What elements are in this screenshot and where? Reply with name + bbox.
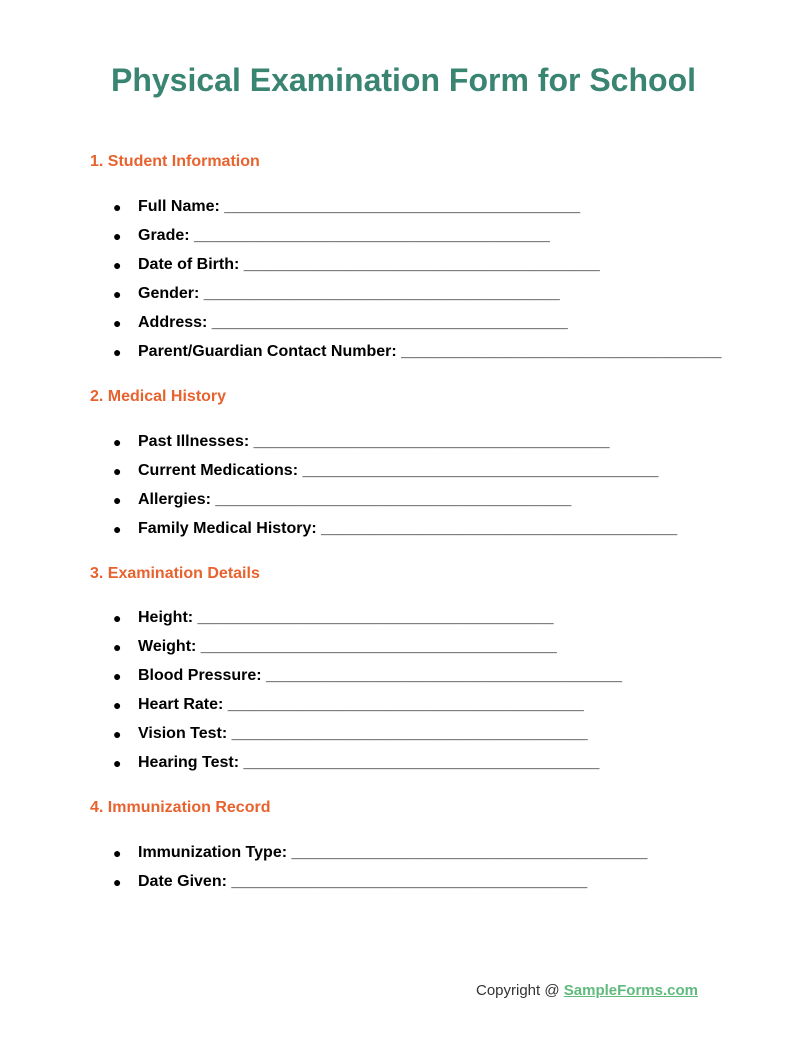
field-immunization-type[interactable]: Immunization Type: ________________________________________ xyxy=(138,844,648,861)
bullet-icon: ● xyxy=(113,286,122,302)
bullet-icon: ● xyxy=(113,668,122,684)
field-heart-rate[interactable]: Heart Rate: ________________________________________ xyxy=(138,696,584,713)
bullet-icon: ● xyxy=(113,434,122,450)
bullet-icon: ● xyxy=(113,228,122,244)
copyright-text: Copyright @ xyxy=(476,982,564,999)
list-item xyxy=(0,608,807,637)
field-hearing-test[interactable]: Hearing Test: ________________________________________ xyxy=(138,754,600,771)
bullet-icon: ● xyxy=(113,521,122,537)
copyright-footer xyxy=(476,981,698,1001)
section-heading-medical-history: 2. Medical History xyxy=(90,388,227,405)
bullet-icon: ● xyxy=(113,639,122,655)
bullet-icon: ● xyxy=(113,755,122,771)
bullet-icon: ● xyxy=(113,845,122,861)
field-date-of-birth[interactable]: Date of Birth: ________________________________________ xyxy=(138,256,600,273)
examination-details-list xyxy=(0,608,807,782)
list-item xyxy=(0,255,807,284)
section-heading-immunization-record: 4. Immunization Record xyxy=(90,799,271,816)
field-past-illnesses[interactable]: Past Illnesses: ________________________________________ xyxy=(138,433,610,450)
list-item xyxy=(0,342,807,371)
list-item xyxy=(0,313,807,342)
list-item xyxy=(0,519,807,548)
field-guardian-contact[interactable]: Parent/Guardian Contact Number: ____________________________________ xyxy=(138,343,722,360)
bullet-icon: ● xyxy=(113,315,122,331)
list-item xyxy=(0,753,807,782)
field-current-medications[interactable]: Current Medications: ________________________________________ xyxy=(138,462,659,479)
field-grade[interactable]: Grade: ________________________________________ xyxy=(138,227,550,244)
bullet-icon: ● xyxy=(113,257,122,273)
bullet-icon: ● xyxy=(113,610,122,626)
list-item xyxy=(0,695,807,724)
list-item xyxy=(0,432,807,461)
medical-history-list xyxy=(0,432,807,548)
field-family-medical-history[interactable]: Family Medical History: ________________________________________ xyxy=(138,520,678,537)
bullet-icon: ● xyxy=(113,874,122,890)
field-weight[interactable]: Weight: ________________________________________ xyxy=(138,638,557,655)
field-gender[interactable]: Gender: ________________________________________ xyxy=(138,285,560,302)
list-item xyxy=(0,724,807,753)
field-address[interactable]: Address: ________________________________________ xyxy=(138,314,568,331)
bullet-icon: ● xyxy=(113,726,122,742)
bullet-icon: ● xyxy=(113,492,122,508)
list-item xyxy=(0,872,807,901)
immunization-record-list xyxy=(0,843,807,901)
list-item xyxy=(0,490,807,519)
list-item xyxy=(0,637,807,666)
bullet-icon: ● xyxy=(113,344,122,360)
student-information-list xyxy=(0,197,807,371)
field-allergies[interactable]: Allergies: ________________________________________ xyxy=(138,491,572,508)
bullet-icon: ● xyxy=(113,199,122,215)
list-item xyxy=(0,666,807,695)
field-date-given[interactable]: Date Given: ________________________________________ xyxy=(138,873,588,890)
brand-link[interactable]: SampleForms.com xyxy=(563,982,698,999)
list-item xyxy=(0,197,807,226)
bullet-icon: ● xyxy=(113,463,122,479)
list-item xyxy=(0,284,807,313)
field-height[interactable]: Height: ________________________________________ xyxy=(138,609,554,626)
list-item xyxy=(0,461,807,490)
section-heading-student-information: 1. Student Information xyxy=(90,153,260,170)
field-blood-pressure[interactable]: Blood Pressure: ________________________________________ xyxy=(138,667,622,684)
field-full-name[interactable]: Full Name: ________________________________________ xyxy=(138,198,581,215)
bullet-icon: ● xyxy=(113,697,122,713)
field-vision-test[interactable]: Vision Test: ________________________________________ xyxy=(138,725,588,742)
list-item xyxy=(0,843,807,872)
list-item xyxy=(0,226,807,255)
section-heading-examination-details: 3. Examination Details xyxy=(90,565,260,582)
page-title: Physical Examination Form for School xyxy=(110,62,696,98)
